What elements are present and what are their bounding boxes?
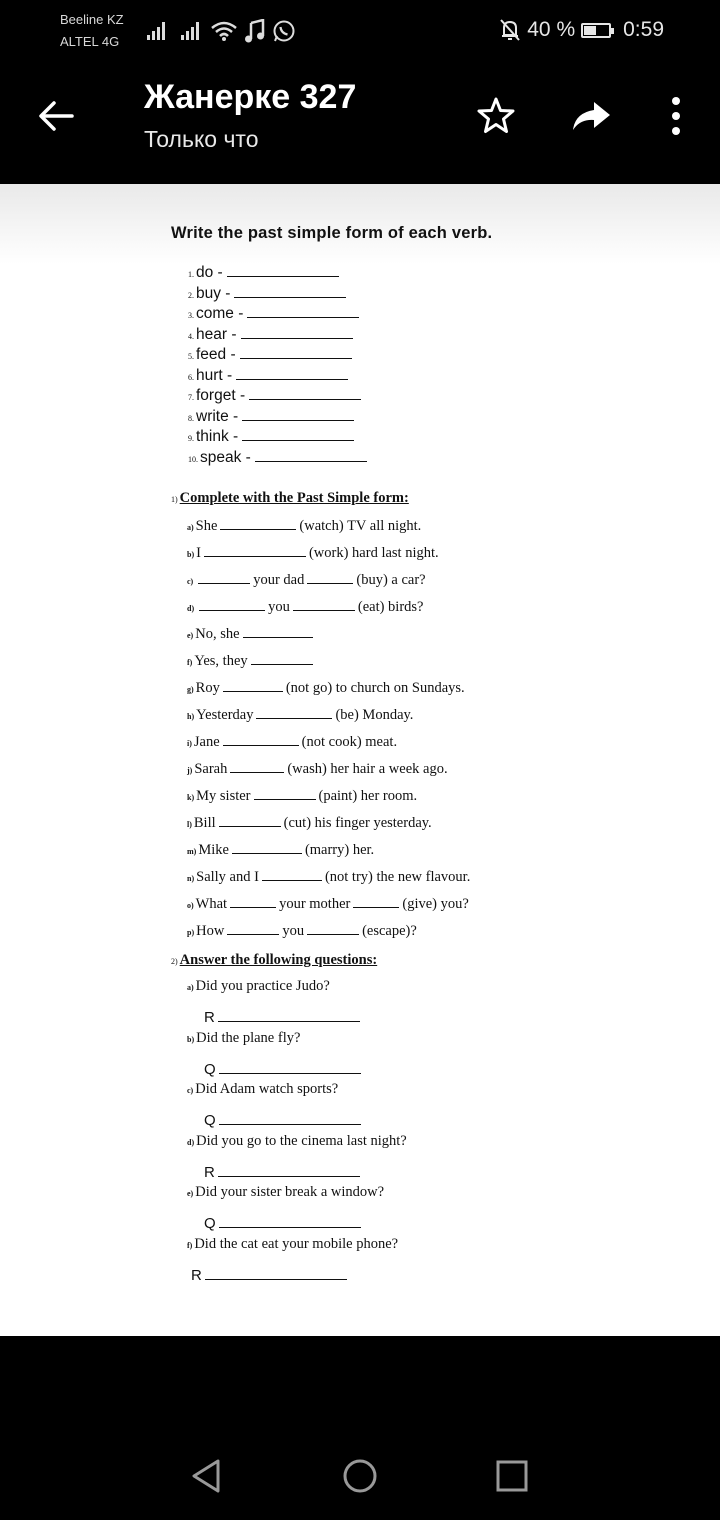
question-item: f) Did the cat eat your mobile phone? [187,1236,399,1252]
exercise-item: n) Sally and I (not try) the new flavour. [187,869,471,885]
whatsapp-icon [272,19,296,43]
verb-item: 1. do - [188,262,339,282]
verb-item: 7. forget - [188,385,361,405]
recents-icon[interactable] [492,1456,532,1496]
exercise-item: j) Sarah (wash) her hair a week ago. [187,761,448,777]
answer-line: R [204,1163,363,1181]
exercise-item: p) How you (escape)? [187,923,417,939]
answer-line: Q [204,1214,364,1232]
system-nav-bar [0,1420,720,1520]
exercise-item: c) your dad (buy) a car? [187,572,426,588]
worksheet-image[interactable] [0,184,720,1336]
exercise-item: d) you (eat) birds? [187,599,424,615]
exercise-item: e) No, she [187,625,316,643]
exercise-item: l) Bill (cut) his finger yesterday. [187,815,432,831]
chat-title: Жанерке 327 [144,78,357,116]
battery-percent: 40 % [527,18,576,41]
verb-item: 8. write - [188,406,354,426]
section-title: 1) Complete with the Past Simple form: [171,490,409,506]
signal-icon [176,21,204,41]
exercise-item: f) Yes, they [187,652,316,670]
network-type: ALTEL 4G [60,34,120,49]
exercise-item: k) My sister (paint) her room. [187,788,418,804]
exercise-item: i) Jane (not cook) meat. [187,734,398,750]
star-icon[interactable] [476,96,516,136]
answer-line: Q [204,1060,364,1078]
exercise-item: g) Roy (not go) to church on Sundays. [187,680,465,696]
status-right [499,18,664,42]
exercise-item: h) Yesterday (be) Monday. [187,707,414,723]
home-icon[interactable] [340,1456,380,1496]
wifi-icon [210,20,238,42]
more-icon[interactable] [662,94,690,138]
music-icon [244,19,266,43]
verb-item: 10. speak - [188,447,367,467]
verb-item: 6. hurt - [188,365,348,385]
status-bar [0,0,720,62]
clock: 0:59 [623,18,664,41]
mute-icon [499,18,521,42]
verb-item: 5. feed - [188,344,352,364]
nav-back-icon[interactable] [186,1456,226,1496]
verb-item: 4. hear - [188,324,353,344]
verb-item: 2. buy - [188,283,346,303]
question-item: b) Did the plane fly? [187,1030,301,1046]
question-item: e) Did your sister break a window? [187,1184,385,1200]
battery-icon [581,23,611,38]
exercise-item: a) She (watch) TV all night. [187,518,422,534]
section-title: 2) Answer the following questions: [171,952,378,968]
question-item: d) Did you go to the cinema last night? [187,1133,407,1149]
verb-item: 3. come - [188,303,359,323]
exercise-item: b) I (work) hard last night. [187,545,439,561]
timestamp: Только что [144,126,259,152]
question-item: a) Did you practice Judo? [187,978,330,994]
verb-item: 9. think - [188,426,354,446]
answer-line: Q [204,1111,364,1129]
worksheet-heading: Write the past simple form of each verb. [171,224,493,242]
share-icon[interactable] [570,96,612,136]
signal-icon [146,21,170,41]
status-icons [146,18,296,44]
answer-line: R [204,1008,363,1026]
question-item: c) Did Adam watch sports? [187,1081,339,1097]
exercise-item: o) What your mother (give) you? [187,896,469,912]
carrier-name: Beeline KZ [60,12,124,27]
app-bar [0,62,720,184]
exercise-item: m) Mike (marry) her. [187,842,375,858]
back-arrow-icon[interactable] [36,96,76,136]
answer-line: R [191,1266,350,1284]
